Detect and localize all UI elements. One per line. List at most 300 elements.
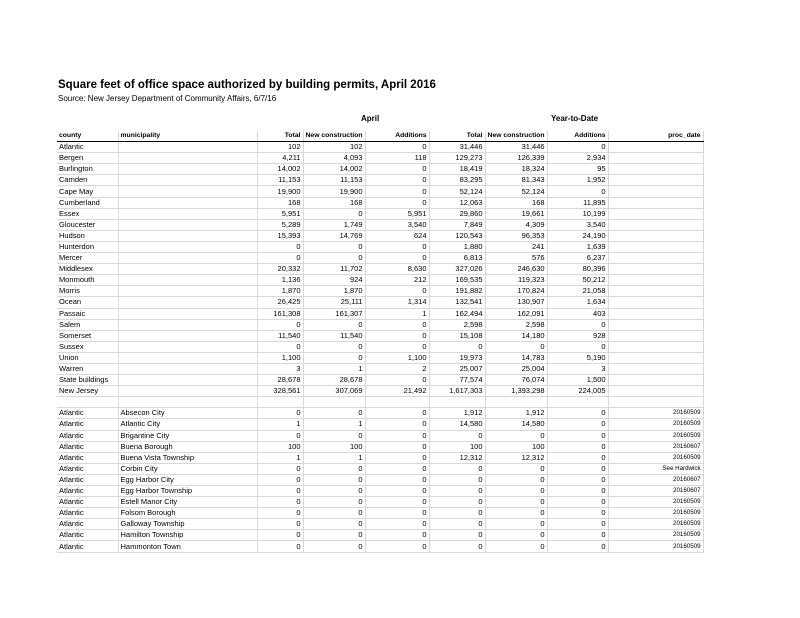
cell-county: Atlantic [57,463,118,474]
cell-proc-date [608,253,703,264]
municipality-row [57,497,703,508]
cell-april-additions: 0 [365,186,429,197]
cell-april-total: 20,332 [257,264,303,275]
cell-april-total: 168 [257,197,303,208]
cell-ytd-total: 0 [429,430,485,441]
cell-april-additions: 0 [365,541,429,552]
cell-ytd-total: 120,543 [429,230,485,241]
cell-ytd-additions: 0 [547,519,608,530]
cell-april-new-construction: 0 [303,430,365,441]
cell-proc-date [608,175,703,186]
cell-ytd-new-construction: 0 [485,508,547,519]
cell-ytd-new-construction: 31,446 [485,142,547,153]
cell-ytd-new-construction: 25,004 [485,363,547,374]
cell-municipality [118,330,257,341]
cell-april-new-construction: 924 [303,275,365,286]
cell-ytd-new-construction: 246,630 [485,264,547,275]
cell-municipality: Estell Manor City [118,497,257,508]
cell-april-new-construction: 0 [303,208,365,219]
cell-proc-date [608,241,703,252]
table-body [57,142,703,552]
cell-april-additions: 0 [365,142,429,153]
cell-april-additions: 1 [365,308,429,319]
cell-county: Warren [57,363,118,374]
cell-ytd-additions: 3,540 [547,219,608,230]
cell-april-additions: 2 [365,363,429,374]
cell-april-new-construction: 11,540 [303,330,365,341]
cell-ytd-additions: 224,005 [547,386,608,397]
cell-april-total: 0 [257,463,303,474]
cell-april-additions: 1,100 [365,352,429,363]
cell-ytd-new-construction: 4,309 [485,219,547,230]
cell-april-new-construction: 102 [303,142,365,153]
cell-proc-date: 20160607 [608,486,703,497]
cell-april-new-construction: 0 [303,541,365,552]
cell-april-new-construction: 14,769 [303,230,365,241]
cell-county: Atlantic [57,430,118,441]
col-ytd-additions: Additions [547,131,608,142]
cell-ytd-total: 77,574 [429,375,485,386]
cell-april-total: 0 [257,530,303,541]
cell-april-additions: 212 [365,275,429,286]
cell-proc-date [608,319,703,330]
cell-ytd-new-construction: 170,824 [485,286,547,297]
county-row [57,164,703,175]
cell-april-total: 0 [257,253,303,264]
cell-april-new-construction: 11,702 [303,264,365,275]
cell-ytd-total: 1,912 [429,408,485,419]
cell-ytd-additions: 1,952 [547,175,608,186]
cell-april-total: 11,540 [257,330,303,341]
cell-ytd-additions: 403 [547,308,608,319]
cell-april-total: 26,425 [257,297,303,308]
cell-municipality: Buena Vista Township [118,452,257,463]
cell-april-additions: 0 [365,530,429,541]
cell-county: State buildings [57,375,118,386]
cell-proc-date: 20160509 [608,508,703,519]
municipality-row [57,530,703,541]
municipality-row [57,486,703,497]
cell-ytd-new-construction: 100 [485,441,547,452]
cell-municipality [118,219,257,230]
cell-ytd-total: 31,446 [429,142,485,153]
cell-april-additions: 5,951 [365,208,429,219]
cell-municipality [118,352,257,363]
cell-proc-date: 20160509 [608,419,703,430]
cell-april-total: 19,900 [257,186,303,197]
cell-april-additions: 0 [365,197,429,208]
cell-april-new-construction: 0 [303,319,365,330]
municipality-row [57,441,703,452]
cell-municipality [118,164,257,175]
municipality-row [57,508,703,519]
cell-municipality [118,253,257,264]
cell-ytd-new-construction: 0 [485,341,547,352]
spacer-cell [57,397,118,408]
cell-proc-date: 20160509 [608,541,703,552]
cell-ytd-total: 0 [429,463,485,474]
cell-ytd-new-construction: 76,074 [485,375,547,386]
county-row [57,253,703,264]
cell-county: Atlantic [57,497,118,508]
cell-proc-date [608,197,703,208]
cell-ytd-additions: 1,500 [547,375,608,386]
cell-proc-date [608,386,703,397]
cell-proc-date [608,164,703,175]
municipality-row [57,419,703,430]
cell-april-total: 0 [257,486,303,497]
cell-ytd-total: 0 [429,508,485,519]
cell-ytd-new-construction: 119,323 [485,275,547,286]
cell-ytd-total: 12,063 [429,197,485,208]
municipality-row [57,430,703,441]
cell-april-additions: 0 [365,508,429,519]
cell-ytd-total: 52,124 [429,186,485,197]
cell-ytd-additions: 0 [547,497,608,508]
cell-proc-date: 20160607 [608,474,703,485]
cell-county: Cape May [57,186,118,197]
cell-april-additions: 0 [365,430,429,441]
cell-ytd-additions: 0 [547,142,608,153]
cell-april-additions: 0 [365,419,429,430]
cell-april-total: 11,153 [257,175,303,186]
cell-april-additions: 0 [365,497,429,508]
cell-ytd-additions: 0 [547,419,608,430]
cell-county: Gloucester [57,219,118,230]
cell-ytd-new-construction: 52,124 [485,186,547,197]
cell-ytd-total: 1,617,303 [429,386,485,397]
cell-proc-date [608,308,703,319]
cell-ytd-additions: 24,190 [547,230,608,241]
cell-april-additions: 3,540 [365,219,429,230]
cell-ytd-new-construction: 96,353 [485,230,547,241]
cell-april-total: 28,678 [257,375,303,386]
cell-county: Passaic [57,308,118,319]
cell-ytd-new-construction: 0 [485,519,547,530]
cell-ytd-additions: 0 [547,430,608,441]
cell-proc-date: 20160509 [608,430,703,441]
cell-municipality [118,175,257,186]
cell-proc-date: 20160509 [608,408,703,419]
cell-county: Atlantic [57,419,118,430]
cell-county: Mercer [57,253,118,264]
cell-proc-date: See Hardwick [608,463,703,474]
county-row [57,363,703,374]
cell-ytd-total: 0 [429,519,485,530]
spacer-cell [365,397,429,408]
cell-april-total: 14,002 [257,164,303,175]
county-row [57,186,703,197]
cell-ytd-total: 83,295 [429,175,485,186]
cell-ytd-additions: 80,396 [547,264,608,275]
cell-ytd-total: 327,026 [429,264,485,275]
cell-proc-date [608,375,703,386]
spacer-row [57,397,703,408]
cell-april-new-construction: 1 [303,452,365,463]
cell-april-new-construction: 1 [303,363,365,374]
cell-ytd-total: 14,580 [429,419,485,430]
cell-ytd-additions: 95 [547,164,608,175]
column-header-row [57,131,703,142]
cell-april-additions: 624 [365,230,429,241]
cell-municipality [118,386,257,397]
cell-ytd-additions: 0 [547,408,608,419]
cell-ytd-additions: 1,634 [547,297,608,308]
cell-municipality [118,186,257,197]
cell-ytd-new-construction: 241 [485,241,547,252]
cell-ytd-total: 132,541 [429,297,485,308]
cell-municipality: Egg Harbor Township [118,486,257,497]
col-ytd-total: Total [429,131,485,142]
municipality-row [57,519,703,530]
cell-municipality: Hammonton Town [118,541,257,552]
cell-ytd-new-construction: 0 [485,530,547,541]
cell-ytd-new-construction: 168 [485,197,547,208]
col-april-total: Total [257,131,303,142]
cell-municipality [118,208,257,219]
permits-table [57,131,704,553]
county-row [57,142,703,153]
cell-april-total: 161,308 [257,308,303,319]
cell-april-additions: 1,314 [365,297,429,308]
cell-april-additions: 0 [365,452,429,463]
cell-ytd-additions: 0 [547,463,608,474]
county-row [57,330,703,341]
cell-april-total: 1,100 [257,352,303,363]
cell-county: Atlantic [57,441,118,452]
cell-april-additions: 0 [365,519,429,530]
cell-april-new-construction: 0 [303,508,365,519]
cell-april-total: 4,211 [257,153,303,164]
cell-ytd-additions: 0 [547,441,608,452]
cell-april-new-construction: 0 [303,519,365,530]
cell-april-additions: 0 [365,286,429,297]
cell-ytd-new-construction: 126,339 [485,153,547,164]
county-row [57,286,703,297]
cell-municipality: Corbin City [118,463,257,474]
cell-april-additions: 0 [365,253,429,264]
cell-april-new-construction: 0 [303,497,365,508]
cell-ytd-new-construction: 130,907 [485,297,547,308]
cell-proc-date [608,341,703,352]
report-title: Square feet of office space authorized by building permits, April 2016 [58,79,436,91]
cell-ytd-additions: 0 [547,186,608,197]
cell-county: Salem [57,319,118,330]
cell-april-additions: 0 [365,319,429,330]
cell-ytd-new-construction: 0 [485,474,547,485]
cell-april-total: 1,870 [257,286,303,297]
cell-april-total: 0 [257,319,303,330]
cell-ytd-total: 1,880 [429,241,485,252]
municipality-row [57,452,703,463]
cell-april-total: 3 [257,363,303,374]
cell-ytd-additions: 11,895 [547,197,608,208]
cell-municipality [118,264,257,275]
cell-ytd-additions: 0 [547,530,608,541]
cell-ytd-total: 0 [429,474,485,485]
cell-april-new-construction: 0 [303,341,365,352]
county-row [57,308,703,319]
cell-april-new-construction: 168 [303,197,365,208]
cell-proc-date [608,230,703,241]
county-row [57,375,703,386]
cell-proc-date: 20160509 [608,519,703,530]
cell-april-total: 0 [257,497,303,508]
cell-april-new-construction: 11,153 [303,175,365,186]
cell-ytd-additions: 0 [547,474,608,485]
cell-proc-date [608,186,703,197]
cell-april-additions: 0 [365,474,429,485]
cell-april-new-construction: 19,900 [303,186,365,197]
county-row [57,264,703,275]
county-row [57,319,703,330]
cell-april-total: 0 [257,408,303,419]
cell-county: Hunterdon [57,241,118,252]
cell-county: Atlantic [57,530,118,541]
cell-ytd-new-construction: 12,312 [485,452,547,463]
cell-april-new-construction: 0 [303,253,365,264]
cell-ytd-additions: 0 [547,452,608,463]
cell-proc-date [608,275,703,286]
cell-ytd-new-construction: 162,091 [485,308,547,319]
cell-april-new-construction: 161,307 [303,308,365,319]
cell-april-total: 0 [257,519,303,530]
cell-proc-date: 20160509 [608,530,703,541]
cell-april-new-construction: 0 [303,486,365,497]
cell-ytd-new-construction: 1,912 [485,408,547,419]
cell-ytd-additions: 2,934 [547,153,608,164]
cell-ytd-new-construction: 14,783 [485,352,547,363]
cell-april-additions: 0 [365,486,429,497]
cell-april-total: 1,136 [257,275,303,286]
cell-county: Camden [57,175,118,186]
cell-municipality [118,241,257,252]
cell-county: Cumberland [57,197,118,208]
county-row [57,219,703,230]
cell-municipality: Folsom Borough [118,508,257,519]
cell-april-new-construction: 100 [303,441,365,452]
cell-proc-date [608,219,703,230]
county-row [57,297,703,308]
cell-proc-date: 20160509 [608,452,703,463]
col-municipality: municipality [118,131,257,142]
cell-municipality [118,297,257,308]
cell-ytd-total: 6,813 [429,253,485,264]
group-header-april: April [361,114,380,123]
cell-municipality: Brigantine City [118,430,257,441]
cell-municipality [118,375,257,386]
cell-county: Atlantic [57,408,118,419]
cell-county: Hudson [57,230,118,241]
cell-ytd-total: 0 [429,530,485,541]
col-ytd-new-construction: New construction [485,131,547,142]
municipality-row [57,408,703,419]
county-row [57,208,703,219]
cell-ytd-total: 129,273 [429,153,485,164]
spacer-cell [303,397,365,408]
cell-municipality [118,308,257,319]
cell-april-total: 1 [257,452,303,463]
cell-county: Bergen [57,153,118,164]
cell-april-new-construction: 4,093 [303,153,365,164]
cell-april-new-construction: 28,678 [303,375,365,386]
cell-april-additions: 8,630 [365,264,429,275]
cell-ytd-additions: 5,190 [547,352,608,363]
cell-ytd-additions: 0 [547,541,608,552]
spacer-cell [485,397,547,408]
cell-ytd-additions: 6,237 [547,253,608,264]
cell-april-new-construction: 0 [303,463,365,474]
cell-ytd-additions: 0 [547,486,608,497]
cell-april-total: 0 [257,508,303,519]
cell-municipality: Egg Harbor City [118,474,257,485]
cell-april-total: 328,561 [257,386,303,397]
cell-proc-date [608,363,703,374]
cell-ytd-new-construction: 0 [485,541,547,552]
cell-ytd-new-construction: 2,598 [485,319,547,330]
cell-municipality: Buena Borough [118,441,257,452]
cell-ytd-total: 162,494 [429,308,485,319]
cell-april-new-construction: 0 [303,241,365,252]
county-row [57,341,703,352]
cell-april-total: 15,393 [257,230,303,241]
cell-april-total: 100 [257,441,303,452]
cell-april-additions: 0 [365,164,429,175]
cell-county: New Jersey [57,386,118,397]
cell-ytd-total: 7,849 [429,219,485,230]
cell-ytd-new-construction: 1,393,298 [485,386,547,397]
cell-ytd-total: 0 [429,341,485,352]
cell-municipality [118,153,257,164]
cell-municipality [118,142,257,153]
cell-municipality [118,286,257,297]
cell-ytd-total: 100 [429,441,485,452]
cell-municipality [118,197,257,208]
county-row [57,230,703,241]
cell-ytd-additions: 1,639 [547,241,608,252]
county-row [57,241,703,252]
county-row [57,153,703,164]
cell-proc-date [608,142,703,153]
cell-april-new-construction: 0 [303,352,365,363]
source-note: Source: New Jersey Department of Community Affairs, 6/7/16 [58,94,277,103]
cell-ytd-additions: 0 [547,319,608,330]
col-proc-date: proc_date [608,131,703,142]
cell-municipality: Hamilton Township [118,530,257,541]
municipality-row [57,474,703,485]
cell-ytd-total: 2,598 [429,319,485,330]
cell-april-additions: 0 [365,341,429,352]
cell-april-additions: 0 [365,441,429,452]
cell-county: Atlantic [57,142,118,153]
cell-ytd-total: 169,535 [429,275,485,286]
cell-april-additions: 0 [365,175,429,186]
cell-county: Monmouth [57,275,118,286]
group-header-ytd: Year-to-Date [551,114,599,123]
cell-april-total: 102 [257,142,303,153]
cell-ytd-total: 191,882 [429,286,485,297]
spacer-cell [608,397,703,408]
cell-county: Morris [57,286,118,297]
cell-april-additions: 0 [365,330,429,341]
cell-ytd-new-construction: 14,180 [485,330,547,341]
cell-ytd-total: 0 [429,486,485,497]
cell-municipality: Atlantic City [118,419,257,430]
cell-county: Union [57,352,118,363]
cell-municipality [118,341,257,352]
cell-ytd-total: 18,419 [429,164,485,175]
cell-county: Atlantic [57,486,118,497]
